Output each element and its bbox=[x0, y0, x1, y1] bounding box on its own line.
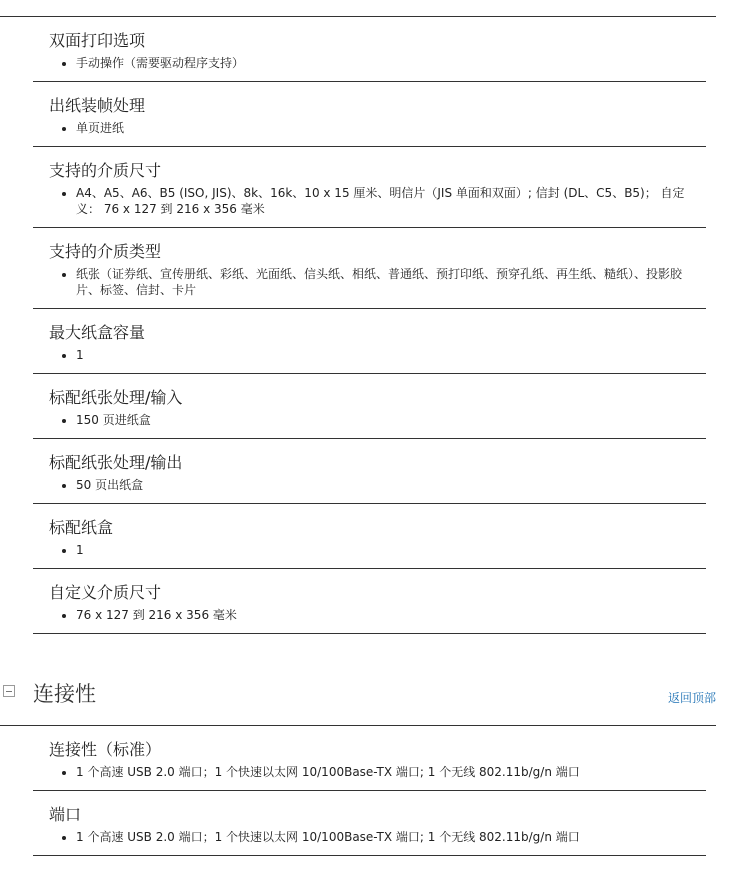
spec-title: 支持的介质类型 bbox=[49, 242, 162, 261]
spec-row bbox=[33, 726, 706, 791]
spec-title: 出纸装帧处理 bbox=[49, 96, 146, 115]
spec-title: 最大纸盒容量 bbox=[49, 323, 146, 342]
spec-value-list bbox=[49, 607, 706, 623]
spec-row bbox=[33, 17, 706, 82]
spec-row bbox=[33, 439, 706, 504]
spec-value: • 1 个高速 USB 2.0 端口；1 个快速以太网 10/100Base-TX 端口; 1 个无线 802.11b/g/n 端口 bbox=[76, 829, 706, 845]
spec-title: 连接性（标准） bbox=[49, 740, 162, 759]
spec-value: • 76 x 127 到 216 x 356 毫米 bbox=[76, 607, 706, 623]
spec-row bbox=[33, 791, 706, 856]
back-to-top-link[interactable]: 返回顶部 bbox=[668, 691, 717, 705]
spec-value-list bbox=[49, 477, 706, 493]
spec-value-list bbox=[49, 185, 706, 217]
spec-title: 标配纸张处理/输出 bbox=[49, 453, 183, 472]
spec-value: • 单页进纸 bbox=[76, 120, 706, 136]
spec-value: • 1 bbox=[76, 347, 706, 363]
spec-title: 标配纸盒 bbox=[49, 518, 114, 537]
spec-value: • 50 页出纸盒 bbox=[76, 477, 706, 493]
spec-row bbox=[33, 309, 706, 374]
spec-row bbox=[33, 374, 706, 439]
spec-value-list bbox=[49, 764, 706, 780]
spec-value: • 150 页进纸盒 bbox=[76, 412, 706, 428]
spec-title: 双面打印选项 bbox=[49, 31, 146, 50]
connectivity-spec-list bbox=[33, 726, 706, 856]
spec-value-list bbox=[49, 55, 706, 71]
spec-value-list bbox=[49, 829, 706, 845]
spec-title: 标配纸张处理/输入 bbox=[49, 388, 183, 407]
spec-value-list bbox=[49, 542, 706, 558]
spec-value: • 纸张（证券纸、宣传册纸、彩纸、光面纸、信头纸、相纸、普通纸、预打印纸、预穿孔纸、再生纸、糙纸）、投影胶片、标签、信封、卡片 bbox=[76, 266, 706, 298]
spec-value: • 1 bbox=[76, 542, 706, 558]
spec-row bbox=[33, 147, 706, 228]
spec-row bbox=[33, 569, 706, 634]
spec-row bbox=[33, 504, 706, 569]
minus-square-icon[interactable] bbox=[3, 685, 15, 697]
section-title-connectivity: 连接性 bbox=[33, 682, 96, 706]
spec-value: • A4、A5、A6、B5 (ISO, JIS)、8k、16k、10 x 15 厘米、明信片（JIS 单面和双面）; 信封 (DL、C5、B5)； 自定义： 76 x 127 到 216 x 356 毫米 bbox=[76, 185, 706, 217]
spec-value: • 1 个高速 USB 2.0 端口；1 个快速以太网 10/100Base-TX 端口; 1 个无线 802.11b/g/n 端口 bbox=[76, 764, 706, 780]
spec-title: 支持的介质尺寸 bbox=[49, 161, 162, 180]
spec-title: 端口 bbox=[49, 805, 82, 824]
spec-row bbox=[33, 82, 706, 147]
spec-value-list bbox=[49, 412, 706, 428]
spec-value: • 手动操作（需要驱动程序支持） bbox=[76, 55, 706, 71]
spec-value-list bbox=[49, 347, 706, 363]
spec-value-list bbox=[49, 120, 706, 136]
spec-title: 自定义介质尺寸 bbox=[49, 583, 162, 602]
paper-handling-spec-list bbox=[33, 17, 706, 634]
spec-value-list bbox=[49, 266, 706, 298]
spec-row bbox=[33, 228, 706, 309]
